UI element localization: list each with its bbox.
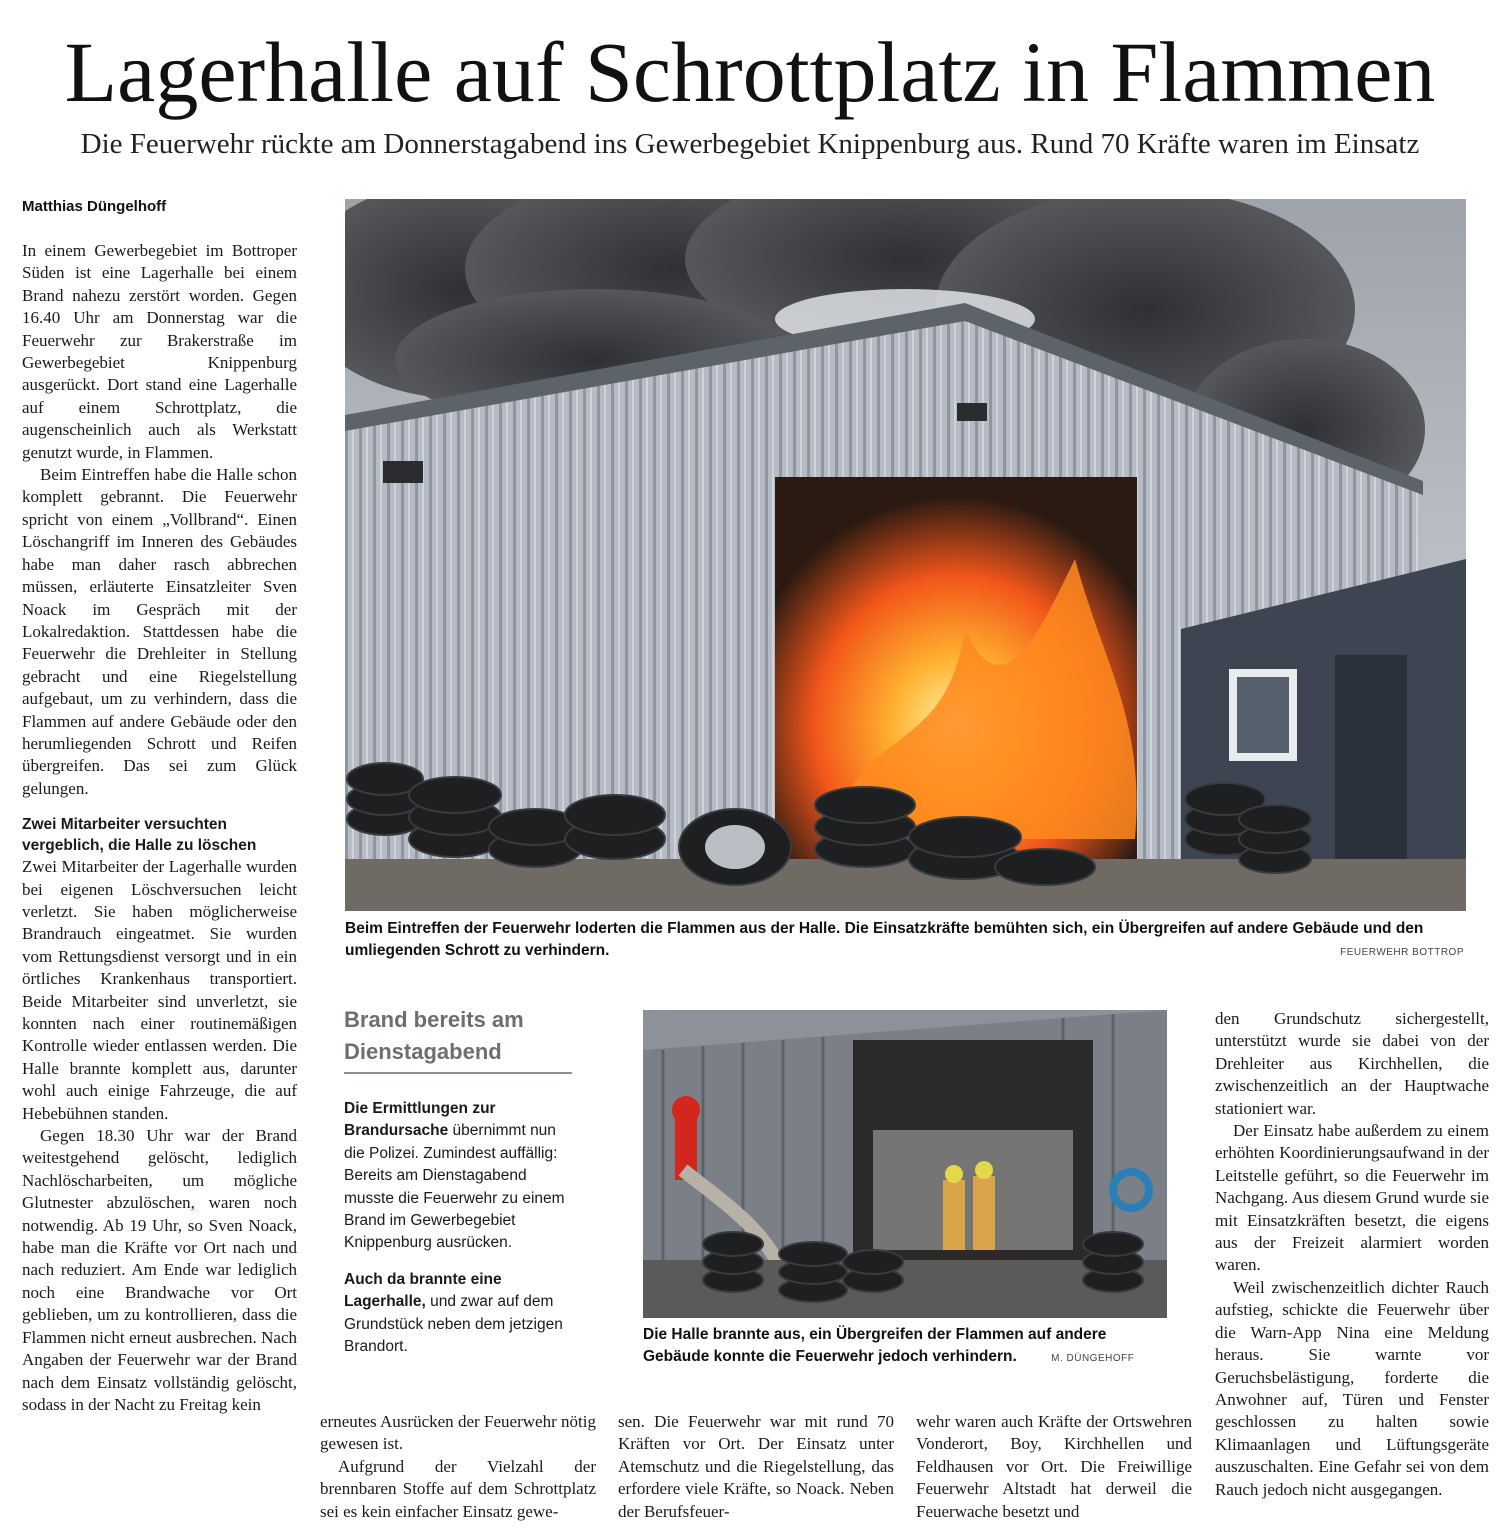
byline: Matthias Düngelhoff [22, 198, 167, 215]
article-column-2 [320, 1411, 596, 1523]
paragraph: Gegen 18.30 Uhr war der Brand weitestgehend gelöscht, lediglich Nachlöscharbeiten, um mögliche Glutnester abzulöschen, waren noch notwendig. Ab 19 Uhr, so Sven Noack, habe man die Kräfte vor Ort nach und nach reduziert. Am Ende war lediglich noch eine Brandwache vor Ort geblieben, um zu kontrollieren, dass die Flammen nicht erneut ausbrechen. Nach Angaben der Feuerwehr war der Brand nach dem Einsatz vollständig gelöscht, sodass in der Nacht zu Freitag kein [22, 1126, 297, 1414]
infobox-text: und zwar auf dem Grundstück neben dem jetzigen Brandort. [344, 1293, 563, 1356]
headline: Lagerhalle auf Schrottplatz in Flammen [64, 24, 1436, 120]
paragraph: Zwei Mitarbeiter der Lagerhalle wurden bei eigenen Löschversuchen leicht verletzt. Sie haben möglicherweise Brandrauch eingeatmet. Sie wurden vom Rettungsdienst versorgt und in ein örtliches Krankenhaus transportiert. Beide Mitarbeiter sind unverletzt, sie konnten nach einer routinemäßigen Kontrolle wieder entlassen werden. Die Halle brannte komplett aus, darunter wohl auch einige Fahrzeuge, die auf Hebebühnen standen. [22, 857, 297, 1123]
paragraph: wehr waren auch Kräfte der Ortswehren Vonderort, Boy, Kirchhellen und Feldhausen vor Ort. Die Freiwillige Feuerwehr Altstadt hat derweil die Feuerwache besetzt und [916, 1412, 1192, 1521]
infobox-paragraph [344, 1098, 574, 1255]
paragraph: Weil zwischenzeitlich dichter Rauch aufstieg, schickte die Feuerwehr über die Warn-App Nina eine Meldung heraus. Sie warnte vor Geruchsbelästigung, forderte die Anwohner auf, Türen und Fenster geschlossen zu halten sowie Klimaanlagen und Lüftungsgeräte auszuschalten. Eine Gefahr sei von dem Rauch jedoch nicht ausgegangen. [1215, 1277, 1489, 1499]
photo-caption [643, 1324, 1167, 1370]
paragraph: erneutes Ausrücken der Feuerwehr nötig gewesen ist. [320, 1412, 596, 1454]
infobox-text: übernimmt nun die Polizei. Zumindest auffällig: Bereits am Dienstagabend musste die Feuerwehr zu einem Brand im Gewerbegebiet Knippenburg ausrücken. [344, 1122, 565, 1252]
infobox-paragraph [344, 1269, 574, 1359]
infobox-lead: Auch da brannte eine Lagerhalle, [344, 1270, 502, 1311]
paragraph: In einem Gewerbegebiet im Bottroper Süden ist eine Lagerhalle bei einem Brand nahezu zerstört worden. Gegen 16.40 Uhr am Donnerstag war die Feuerwehr zur Brakerstraße im Gewerbegebiet Knippenburg ausgerückt. Dort stand eine Lagerhalle auf einem Schrottplatz, die augenscheinlich auch als Werkstatt genutzt wurde, in Flammen. [22, 241, 297, 462]
paragraph: Der Einsatz habe außerdem zu einem erhöhten Koordinierungsaufwand in der Leitstelle geführt, so die Feuerwehr im Nachgang. Aus diesem Grund wurde sie mit Einsatzkräften besetzt, die eigens aus der Freizeit alarmiert worden waren. [1215, 1121, 1489, 1275]
subheadline: Die Feuerwehr rückte am Donnerstagabend ins Gewerbegebiet Knippenburg aus. Rund 70 Kräfte waren im Einsatz [80, 128, 1420, 160]
burnt-hall-illustration [643, 1010, 1167, 1318]
photo-credit: FEUERWEHR BOTTROP [1340, 947, 1464, 958]
paragraph: den Grundschutz sichergestellt, unterstützt wurde sie dabei von der Drehleiter aus Kirchhellen, die zwischenzeitlich an der Hauptwache stationiert war. [1215, 1009, 1489, 1118]
paragraph: sen. Die Feuerwehr war mit rund 70 Kräften vor Ort. Der Einsatz unter Atemschutz und die Riegelstellung, das erfordere viele Kräfte, so Noack. Neben der Berufsfeuer- [618, 1412, 894, 1521]
photo-caption: Beim Eintreffen der Feuerwehr loderten die Flammen aus der Halle. Die Einsatzkräfte bemühten sich, ein Übergreifen auf andere Gebäude und den umliegenden Schrott zu verhindern. [345, 920, 1424, 959]
photo-burnt-hall [643, 1010, 1167, 1318]
infobox-divider [344, 1072, 572, 1074]
infobox-lead: Die Ermittlungen zur Brandursache [344, 1100, 496, 1140]
burning-warehouse-illustration [345, 199, 1466, 911]
paragraph: Beim Eintreffen habe die Halle schon komplett gebrannt. Die Feuerwehr spricht von einem „Vollbrand“. Einen Löschangriff im Inneren des Gebäudes habe man daher rasch abbrechen müssen, erläuterte Einsatzleiter Sven Noack im Gespräch mit der Lokalredaktion. Stattdessen habe die Feuerwehr die Drehleiter in Stellung gebracht und eine Riegelstellung aufgebaut, um zu verhindern, dass die Flammen auf andere Gebäude oder den herumliegenden Schrott und Reifen übergreifen. Das sei zum Glück gelungen. [22, 465, 297, 798]
article-column-right [1215, 1008, 1489, 1501]
photo-credit: M. DÜNGEHOFF [1051, 1353, 1135, 1364]
article-column-4 [916, 1411, 1192, 1523]
photo-caption-text: Die Halle brannte aus, ein Übergreifen der Flammen auf andere Gebäude konnte die Feuerwehr jedoch verhindern. [643, 1326, 1107, 1365]
infobox-body [344, 1098, 574, 1372]
article-column-3 [618, 1411, 894, 1523]
article-column-1 [22, 240, 297, 1416]
paragraph: Aufgrund der Vielzahl der brennbaren Stoffe auf dem Schrottplatz sei es kein einfacher Einsatz gewe- [320, 1456, 596, 1521]
subheading: Zwei Mitarbeiter versuchten vergeblich, die Halle zu löschen [22, 816, 257, 855]
infobox-heading: Brand bereits am Dienstagabend [344, 1007, 524, 1064]
photo-burning-warehouse [345, 199, 1466, 911]
